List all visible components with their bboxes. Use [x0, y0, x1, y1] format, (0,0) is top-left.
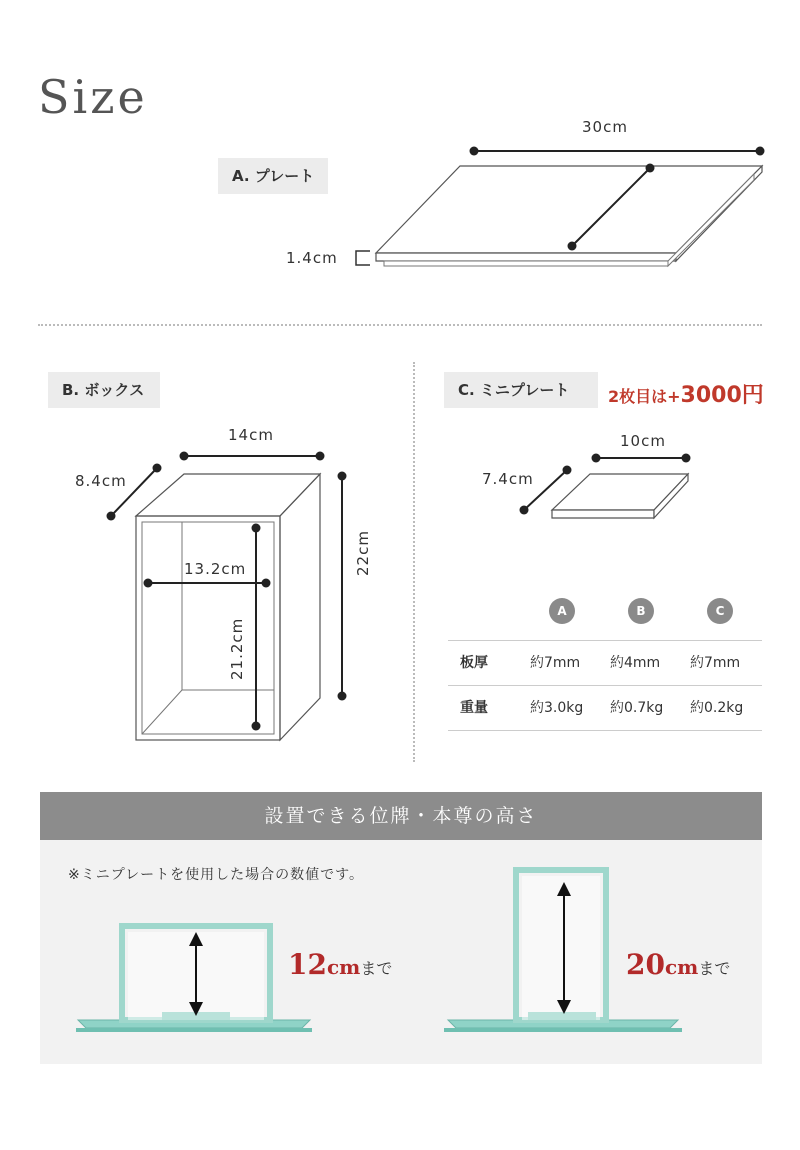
- max-height-right: [626, 948, 730, 981]
- mini-plate-drawing: [416, 430, 796, 540]
- max-height-right-value: 20: [626, 948, 665, 981]
- box-depth-dim: 8.4cm: [75, 472, 127, 490]
- max-height-left-suffix: まで: [360, 959, 393, 978]
- max-height-left-unit: cm: [326, 955, 361, 979]
- column-divider: [413, 362, 415, 762]
- section-divider: [38, 324, 762, 326]
- plate-thickness-dim: 1.4cm: [286, 249, 338, 267]
- box-height-dim: 22cm: [354, 530, 372, 576]
- page-title: Size: [38, 70, 148, 124]
- box-inner-width-dim: 13.2cm: [184, 560, 247, 578]
- spec-row-label: 板厚: [460, 655, 488, 671]
- section-note: ※ミニプレートを使用した場合の数値です。: [68, 867, 365, 883]
- plate-width-dim: 30cm: [582, 118, 628, 136]
- mini-plate-label: C. ミニプレート: [444, 372, 598, 408]
- spec-row-label: 重量: [460, 700, 488, 716]
- spec-row-weight: [448, 686, 762, 731]
- section-banner: 設置できる位牌・本尊の高さ: [40, 792, 762, 840]
- spec-cell: 約4mm: [610, 655, 661, 671]
- mini-plate-depth-dim: 7.4cm: [482, 470, 534, 488]
- max-height-left: [288, 948, 392, 981]
- max-height-left-value: 12: [288, 948, 327, 981]
- box-label: B. ボックス: [48, 372, 160, 408]
- box-width-dim: 14cm: [228, 426, 274, 444]
- second-plate-price-note: [608, 378, 764, 409]
- spec-cell: 約7mm: [690, 655, 741, 671]
- max-height-right-suffix: まで: [698, 959, 731, 978]
- spec-cell: 約7mm: [530, 655, 581, 671]
- spec-row-thickness: [448, 641, 762, 686]
- box-drawing: [0, 330, 412, 770]
- spec-table-wrapper: [448, 598, 762, 731]
- column-c-badge: C: [707, 598, 733, 624]
- plate-label: A. プレート: [218, 158, 328, 194]
- box-inner-height-dim: 21.2cm: [228, 617, 246, 680]
- spec-table-header: [448, 598, 762, 628]
- column-b-badge: B: [628, 598, 654, 624]
- spec-cell: 約0.2kg: [690, 700, 744, 716]
- price-prefix: 2枚目は+: [608, 387, 681, 406]
- plate-drawing: [0, 0, 800, 330]
- price-value: 3000円: [680, 383, 764, 408]
- column-a-badge: A: [549, 598, 575, 624]
- mini-plate-width-dim: 10cm: [620, 432, 666, 450]
- max-height-right-unit: cm: [664, 955, 699, 979]
- spec-cell: 約0.7kg: [610, 700, 664, 716]
- spec-cell: 約3.0kg: [530, 700, 584, 716]
